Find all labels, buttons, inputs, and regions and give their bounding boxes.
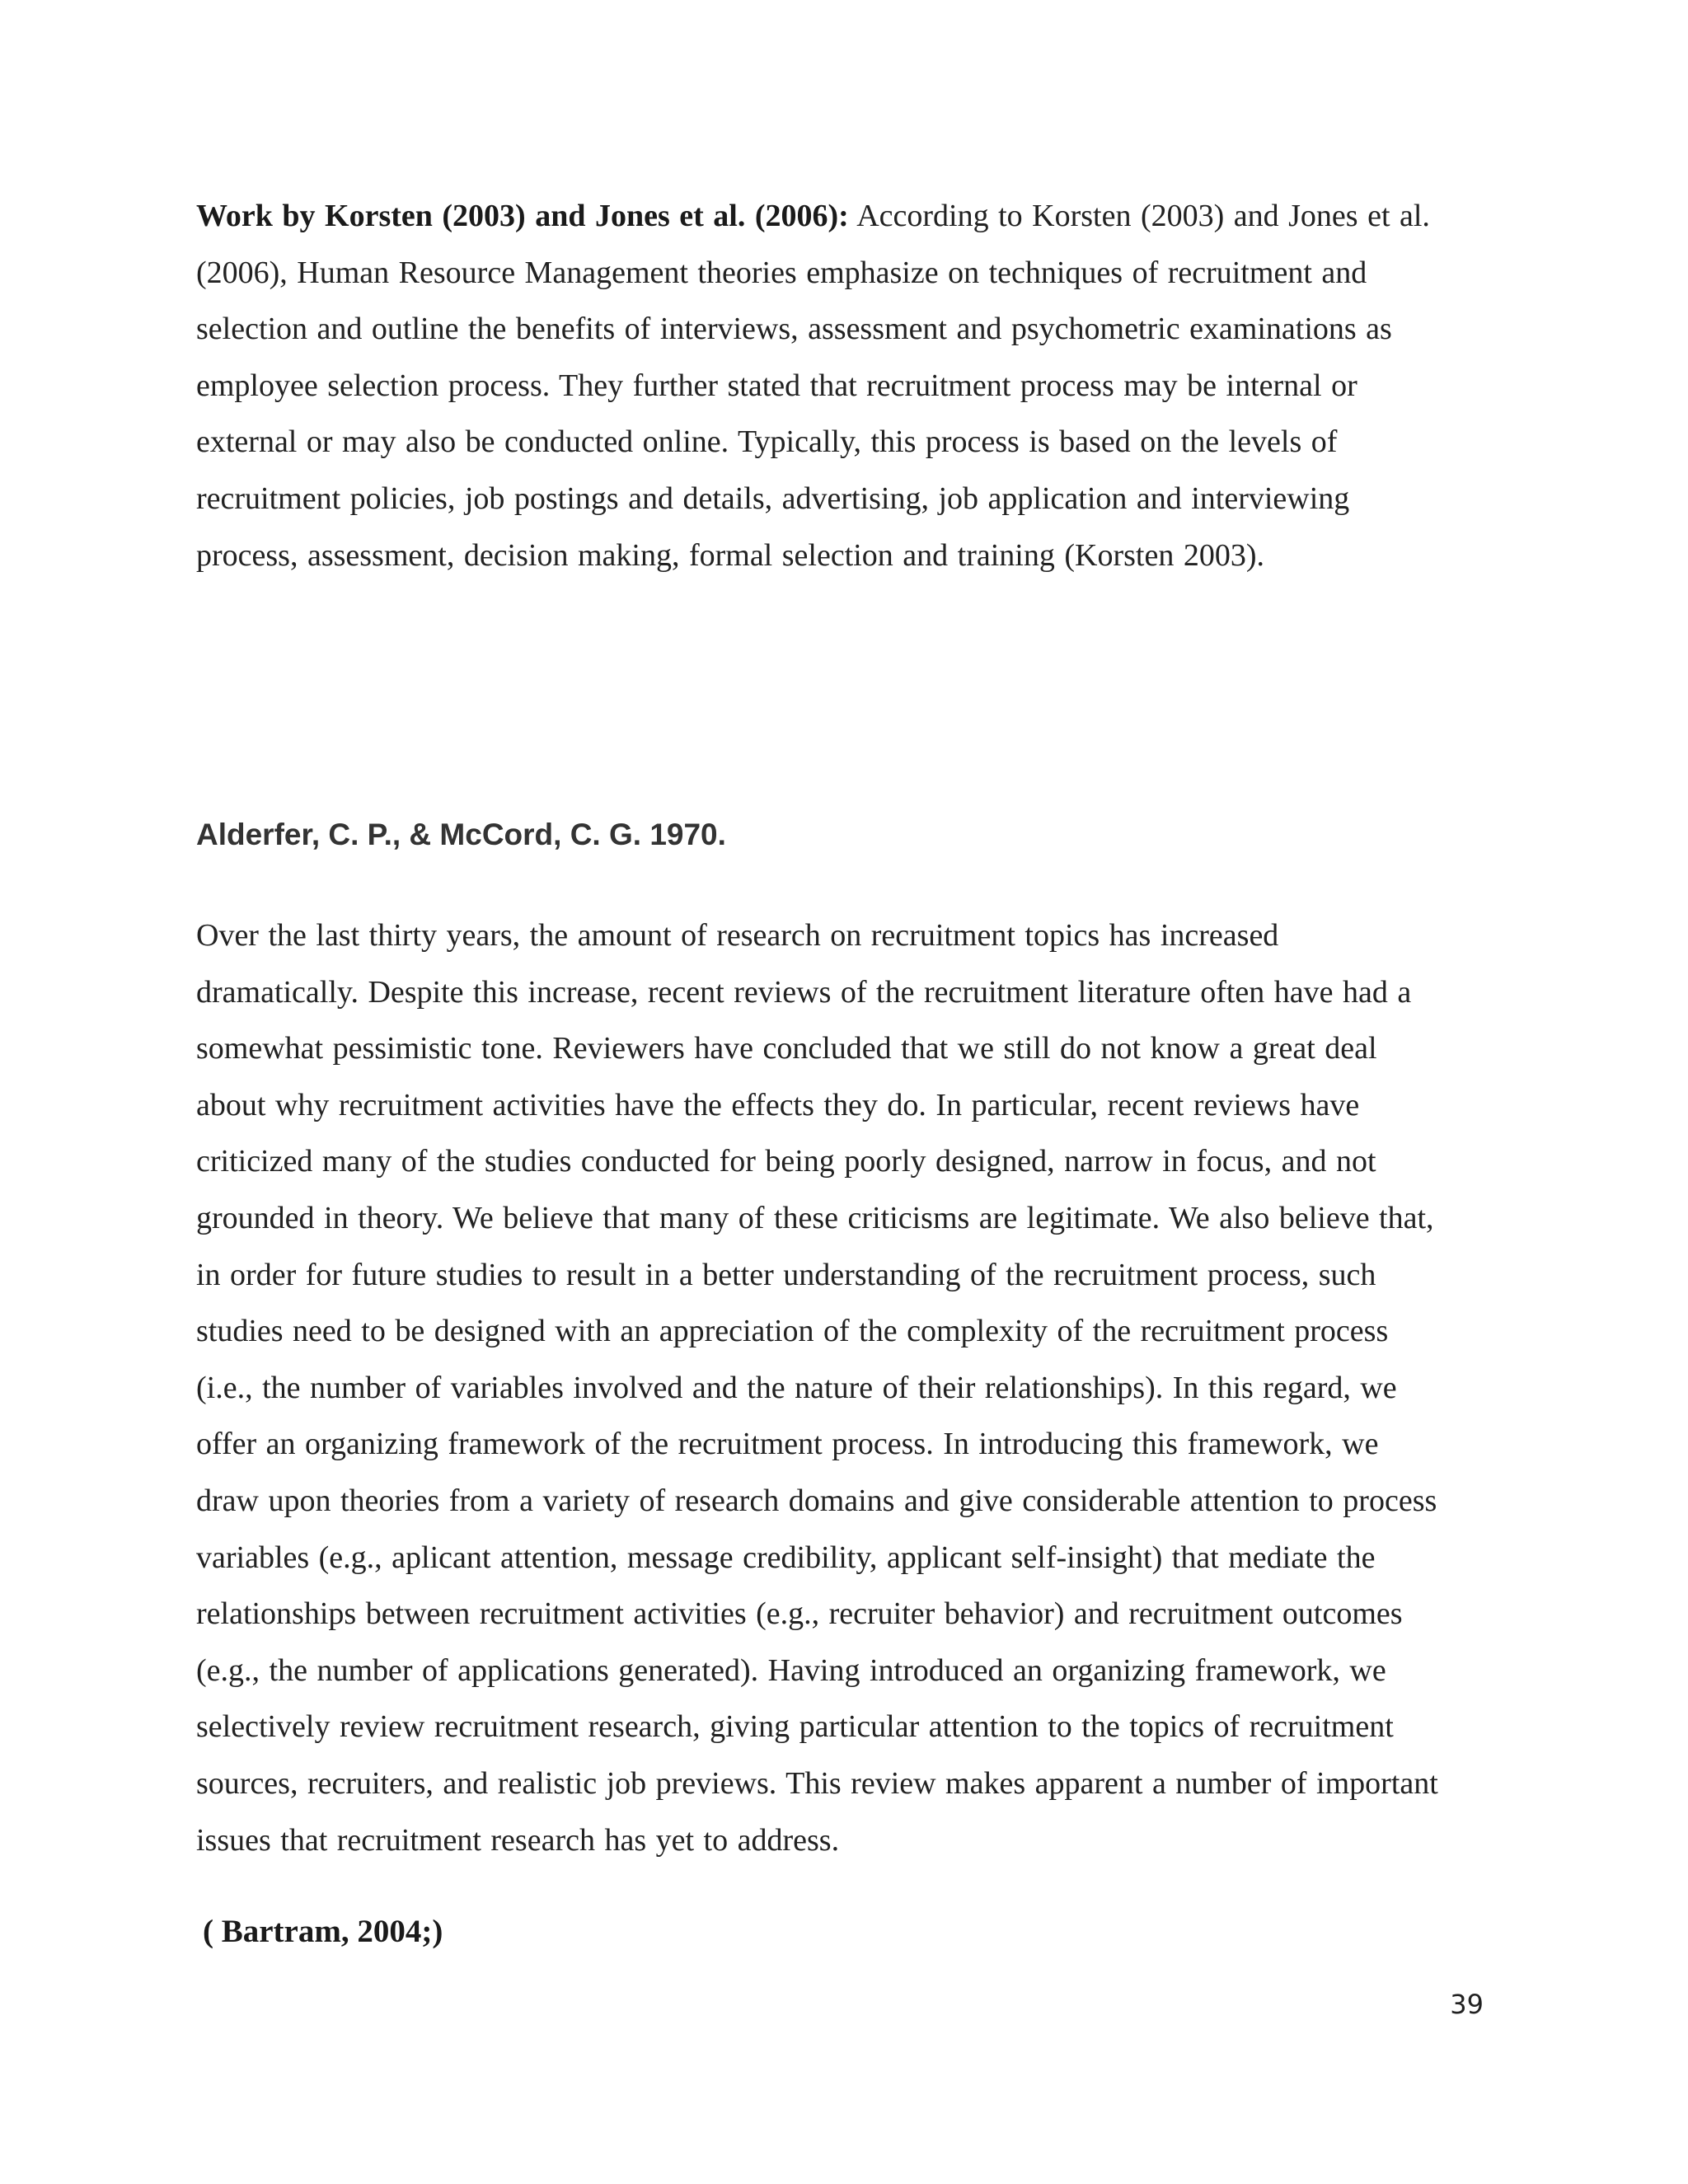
paragraph-line: grounded in theory. We believe that many of these criticisms are legitimate. We also believe that, xyxy=(196,1200,1434,1235)
paragraph-line: recruitment policies, job postings and details, advertising, job application and interviewing xyxy=(196,480,1350,516)
paragraph-line: (2006), Human Resource Management theories emphasize on techniques of recruitment and xyxy=(196,255,1367,290)
paragraph-line: issues that recruitment research has yet to address. xyxy=(196,1822,840,1858)
paragraph-line: Over the last thirty years, the amount of research on recruitment topics has increased xyxy=(196,918,1279,953)
page-number: 39 xyxy=(1450,1989,1484,2020)
korsten-jones-paragraph xyxy=(196,188,1482,583)
bartram-citation: ( Bartram, 2004;) xyxy=(203,1914,443,1949)
paragraph-line: process, assessment, decision making, formal selection and training (Korsten 2003). xyxy=(196,537,1264,573)
paragraph-line: offer an organizing framework of the recruitment process. In introducing this framework, we xyxy=(196,1427,1379,1462)
paragraph-lead-heading: Work by Korsten (2003) and Jones et al. (2006): xyxy=(196,199,849,233)
paragraph-line: somewhat pessimistic tone. Reviewers have concluded that we still do not know a great deal xyxy=(196,1031,1377,1066)
paragraph-line: sources, recruiters, and realistic job previews. This review makes apparent a number of important xyxy=(196,1765,1438,1801)
paragraph-line-text: According to Korsten (2003) and Jones et al. xyxy=(848,199,1430,233)
paragraph-line: studies need to be designed with an appreciation of the complexity of the recruitment process xyxy=(196,1314,1389,1349)
paragraph-line: draw upon theories from a variety of research domains and give considerable attention to process xyxy=(196,1483,1437,1518)
recruitment-research-paragraph xyxy=(196,907,1482,1868)
paragraph-line: dramatically. Despite this increase, recent reviews of the recruitment literature often have had a xyxy=(196,974,1412,1010)
paragraph-line: variables (e.g., aplicant attention, message credibility, applicant self-insight) that mediate the xyxy=(196,1540,1376,1575)
paragraph-line: in order for future studies to result in a better understanding of the recruitment process, such xyxy=(196,1257,1376,1292)
paragraph-line: employee selection process. They further stated that recruitment process may be internal or xyxy=(196,368,1357,403)
paragraph-line: (i.e., the number of variables involved and the nature of their relationships). In this regard, we xyxy=(196,1370,1397,1405)
paragraph-line: selection and outline the benefits of interviews, assessment and psychometric examinations as xyxy=(196,312,1392,347)
paragraph-line: (e.g., the number of applications generated). Having introduced an organizing framework, we xyxy=(196,1652,1386,1688)
paragraph-line: selectively review recruitment research, giving particular attention to the topics of recruitment xyxy=(196,1709,1394,1745)
paragraph-line: relationships between recruitment activities (e.g., recruiter behavior) and recruitment outcomes xyxy=(196,1596,1403,1632)
paragraph-line: external or may also be conducted online. Typically, this process is based on the levels of xyxy=(196,424,1338,460)
alderfer-mccord-heading: Alderfer, C. P., & McCord, C. G. 1970. xyxy=(196,818,726,851)
paragraph-line: criticized many of the studies conducted for being poorly designed, narrow in focus, and not xyxy=(196,1144,1376,1179)
paragraph-line: about why recruitment activities have the effects they do. In particular, recent reviews have xyxy=(196,1087,1360,1122)
paragraph-line xyxy=(196,188,1482,245)
